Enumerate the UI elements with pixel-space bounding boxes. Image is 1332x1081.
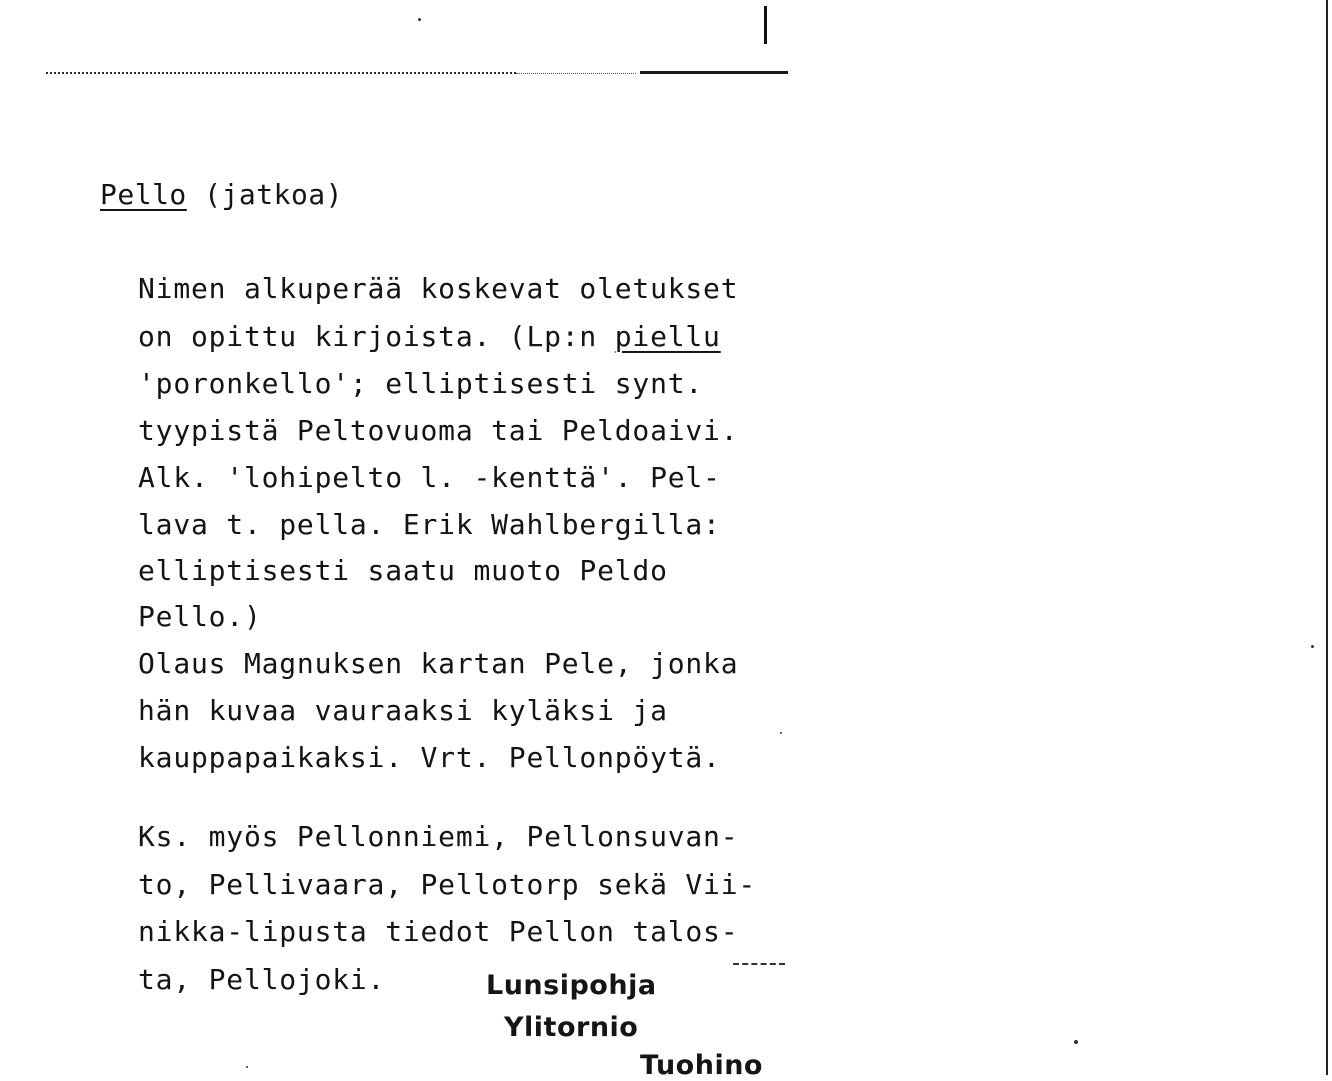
text-line: elliptisesti saatu muoto Peldo bbox=[138, 554, 668, 587]
text-line: ta, Pellojoki. bbox=[138, 963, 386, 996]
stamp-line-village: Tuohino bbox=[640, 1050, 763, 1081]
text-line: tyypistä Peltovuoma tai Peldoaivi. bbox=[138, 414, 739, 447]
text-line: nikka-lipusta tiedot Pellon talos- bbox=[138, 915, 739, 948]
text-line: Ks. myös Pellonniemi, Pellonsuvan- bbox=[138, 820, 739, 853]
heading-title: Pello bbox=[100, 178, 187, 211]
scan-speck bbox=[1074, 1040, 1078, 1044]
top-rule-dotted bbox=[46, 72, 516, 74]
text-line-part: on opittu kirjoista. (Lp:n bbox=[138, 320, 615, 353]
text-line: 'poronkello'; elliptisesti synt. bbox=[138, 367, 704, 400]
scan-speck bbox=[418, 18, 421, 21]
scan-speck bbox=[1311, 645, 1314, 648]
top-rule-faint bbox=[516, 73, 636, 74]
top-tick-mark bbox=[764, 6, 767, 44]
card-right-edge bbox=[1326, 0, 1328, 1075]
text-line: hän kuvaa vauraaksi kyläksi ja bbox=[138, 694, 668, 727]
text-line bbox=[138, 320, 721, 353]
text-line: Nimen alkuperää koskevat oletukset bbox=[138, 272, 739, 305]
text-line: Alk. 'lohipelto l. -kenttä'. Pel- bbox=[138, 461, 721, 494]
scan-speck bbox=[246, 1066, 248, 1068]
underlined-term: piellu bbox=[614, 320, 721, 353]
heading-subtitle: (jatkoa) bbox=[204, 178, 344, 211]
card-heading bbox=[100, 178, 343, 211]
text-line: lava t. pella. Erik Wahlbergilla: bbox=[138, 508, 721, 541]
dash-mark bbox=[733, 963, 785, 965]
stamp-line-municipality: Ylitornio bbox=[504, 1012, 639, 1043]
scan-speck bbox=[780, 732, 782, 734]
stamp-line-parish: Lunsipohja bbox=[486, 970, 657, 1001]
text-line: to, Pellivaara, Pellotorp sekä Vii- bbox=[138, 868, 757, 901]
text-line: kauppapaikaksi. Vrt. Pellonpöytä. bbox=[138, 741, 721, 774]
text-line: Olaus Magnuksen kartan Pele, jonka bbox=[138, 647, 739, 680]
top-rule-solid bbox=[640, 71, 788, 74]
text-line: Pello.) bbox=[138, 600, 262, 633]
